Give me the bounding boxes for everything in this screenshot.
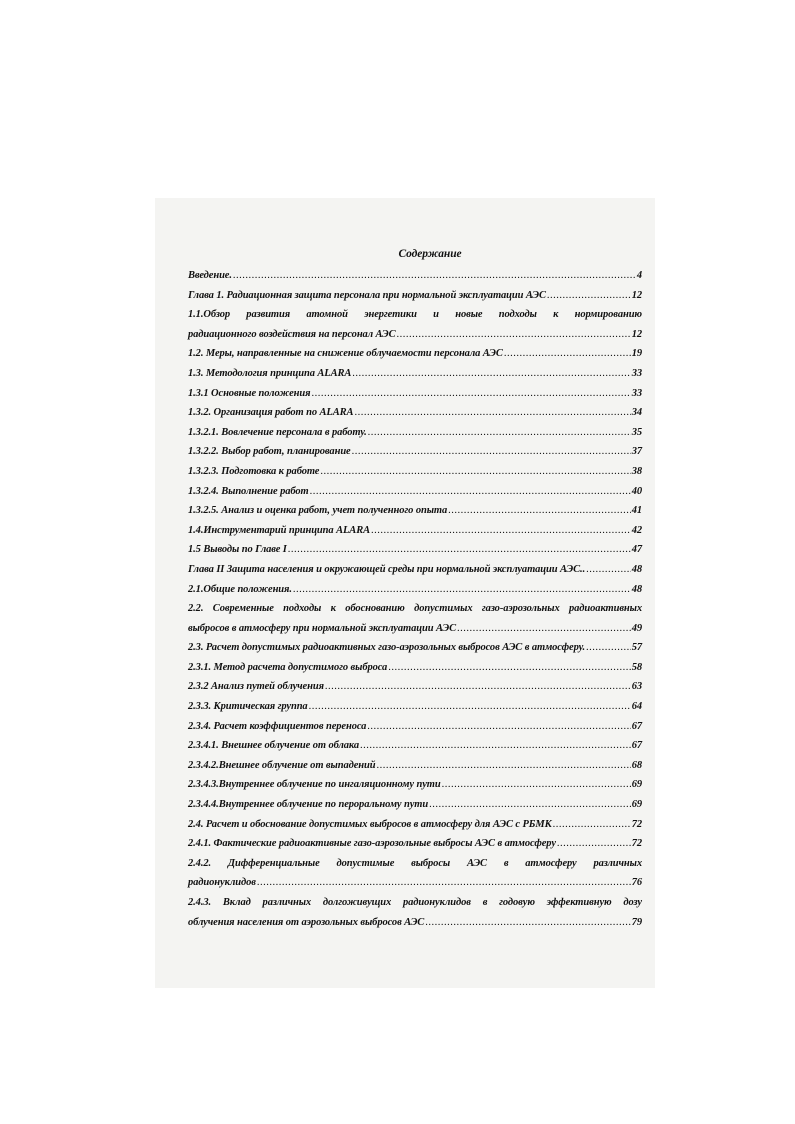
toc-entry[interactable] bbox=[188, 521, 642, 541]
toc-entry-page-number: 48 bbox=[631, 563, 642, 575]
toc-entry-page-number: 76 bbox=[631, 877, 642, 889]
toc-entry-title: радиационного воздействия на персонал АЭС bbox=[188, 328, 396, 340]
dot-leader bbox=[557, 834, 631, 854]
toc-entry-page-number: 12 bbox=[631, 328, 642, 340]
toc-entry-title: 2.3.1. Метод расчета допустимого выброса bbox=[188, 661, 388, 673]
dot-leader bbox=[352, 442, 631, 462]
dot-leader bbox=[310, 482, 631, 502]
toc-entry-page-number: 33 bbox=[631, 387, 642, 399]
toc-entry[interactable] bbox=[188, 736, 642, 756]
toc-entry-title: 1.3.1 Основные положения bbox=[188, 387, 311, 399]
toc-entry-first-line: 2.4.3. Вклад различных долгоживущих радионуклидов в годовую эффективную дозу bbox=[188, 897, 642, 908]
dot-leader bbox=[293, 580, 631, 600]
toc-entry-first-line: 2.2. Современные подходы к обоснованию допустимых газо-аэрозольных радиоактивных bbox=[188, 603, 642, 615]
toc-entry-title: 2.3.2 Анализ путей облучения bbox=[188, 681, 324, 693]
toc-entry[interactable] bbox=[188, 403, 642, 423]
toc-entry-page-number: 64 bbox=[631, 701, 642, 713]
toc-entry[interactable] bbox=[188, 697, 642, 717]
dot-leader bbox=[233, 266, 636, 286]
toc-entry-title: 2.3.3. Критическая группа bbox=[188, 701, 308, 713]
toc-entry-page-number: 47 bbox=[631, 544, 642, 556]
toc-entry[interactable] bbox=[188, 462, 642, 482]
toc-entry-title: 2.3.4.2.Внешнее облучение от выпадений bbox=[188, 759, 376, 771]
toc-entry[interactable] bbox=[188, 756, 642, 776]
toc-entry-page-number: 67 bbox=[631, 720, 642, 732]
dot-leader bbox=[368, 423, 631, 443]
dot-leader bbox=[354, 403, 630, 423]
toc-entry[interactable] bbox=[188, 325, 642, 345]
dot-leader bbox=[376, 756, 630, 776]
toc-entry[interactable] bbox=[188, 873, 642, 893]
toc-entry-page-number: 68 bbox=[631, 759, 642, 771]
toc-entry-page-number: 42 bbox=[631, 524, 642, 536]
dot-leader bbox=[257, 873, 631, 893]
toc-entry-page-number: 67 bbox=[631, 740, 642, 752]
dot-leader bbox=[320, 462, 630, 482]
toc-entry[interactable] bbox=[188, 815, 642, 835]
toc-entry[interactable] bbox=[188, 540, 642, 560]
dot-leader bbox=[425, 913, 630, 933]
dot-leader bbox=[429, 795, 631, 815]
toc-entry-page-number: 57 bbox=[631, 642, 642, 654]
toc-entry-title: 1.5 Выводы по Главе I bbox=[188, 544, 287, 556]
toc-entry-page-number: 72 bbox=[631, 818, 642, 830]
dot-leader bbox=[360, 736, 631, 756]
toc-entry-page-number: 38 bbox=[631, 465, 642, 477]
toc-entry-title: 2.3.4.3.Внутреннее облучение по ингаляционному пути bbox=[188, 779, 441, 791]
toc-entry-page-number: 4 bbox=[636, 270, 642, 281]
dot-leader bbox=[553, 815, 631, 835]
dot-leader bbox=[504, 344, 631, 364]
toc-entry-title: 1.3.2.1. Вовлечение персонала в работу. bbox=[188, 426, 367, 438]
toc-entry-title: Введение. bbox=[188, 270, 232, 281]
toc-entry-page-number: 49 bbox=[631, 622, 642, 634]
toc-entry[interactable] bbox=[188, 834, 642, 854]
dot-leader bbox=[367, 717, 630, 737]
toc-entry-page-number: 41 bbox=[631, 505, 642, 517]
toc-entry-title: 2.1.Общие положения. bbox=[188, 583, 292, 595]
toc-entry-page-number: 35 bbox=[631, 426, 642, 438]
toc-entry-title: 1.3.2. Организация работ по ALARA bbox=[188, 407, 354, 419]
toc-entry-title: Глава 1. Радиационная защита персонала при нормальной эксплуатации АЭС bbox=[188, 289, 546, 301]
toc-entry-first-line: 2.4.2. Дифференциальные допустимые выбросы АЭС в атмосферу различных bbox=[188, 857, 642, 869]
toc-entry-title: 2.3.4.1. Внешнее облучение от облака bbox=[188, 740, 360, 752]
toc-entry-title: 1.4.Инструментарий принципа ALARA bbox=[188, 524, 371, 536]
toc-entry[interactable] bbox=[188, 658, 642, 678]
toc-entry-title: 1.2. Меры, направленные на снижение облучаемости персонала АЭС bbox=[188, 348, 503, 360]
dot-leader bbox=[448, 501, 631, 521]
toc-entry[interactable] bbox=[188, 619, 642, 639]
toc-entry-page-number: 69 bbox=[631, 799, 642, 811]
toc-entry-title: 1.3. Методология принципа ALARA bbox=[188, 367, 352, 379]
toc-entry-title: 1.3.2.3. Подготовка к работе bbox=[188, 465, 320, 477]
table-of-contents bbox=[188, 248, 642, 932]
dot-leader bbox=[586, 560, 631, 580]
toc-entry[interactable] bbox=[188, 344, 642, 364]
dot-leader bbox=[388, 658, 630, 678]
toc-entry[interactable] bbox=[188, 442, 642, 462]
toc-entry-title: Глава II Защита населения и окружающей среды при нормальной эксплуатации АЭС.. bbox=[188, 563, 586, 575]
toc-entry[interactable] bbox=[188, 795, 642, 815]
toc-entry[interactable] bbox=[188, 717, 642, 737]
dot-leader bbox=[547, 286, 631, 306]
toc-entry[interactable] bbox=[188, 364, 642, 384]
toc-entry-title: 2.4. Расчет и обоснование допустимых выбросов в атмосферу для АЭС с РБМК bbox=[188, 818, 552, 830]
toc-entry-first-line: 1.1.Обзор развития атомной энергетики и новые подходы к нормированию bbox=[188, 309, 642, 321]
dot-leader bbox=[586, 638, 631, 658]
toc-entry[interactable] bbox=[188, 482, 642, 502]
dot-leader bbox=[457, 619, 631, 639]
toc-entry[interactable] bbox=[188, 501, 642, 521]
toc-entry[interactable] bbox=[188, 775, 642, 795]
toc-entry-page-number: 79 bbox=[631, 916, 642, 928]
dot-leader bbox=[352, 364, 630, 384]
toc-entry[interactable] bbox=[188, 580, 642, 600]
toc-entry-page-number: 37 bbox=[631, 446, 642, 458]
toc-entry[interactable] bbox=[188, 913, 642, 933]
toc-entry-title: 1.3.2.4. Выполнение работ bbox=[188, 485, 309, 497]
toc-entry-page-number: 34 bbox=[631, 407, 642, 419]
toc-entry-title: выбросов в атмосферу при нормальной эксплуатации АЭС bbox=[188, 622, 456, 634]
toc-entry-page-number: 40 bbox=[631, 485, 642, 497]
toc-entry-title: облучения населения от аэрозольных выбросов АЭС bbox=[188, 916, 425, 928]
toc-entry-page-number: 33 bbox=[631, 367, 642, 379]
dot-leader bbox=[288, 540, 631, 560]
toc-entry[interactable] bbox=[188, 423, 642, 443]
toc-entry-title: 2.4.1. Фактические радиоактивные газо-аэрозольные выбросы АЭС в атмосферу bbox=[188, 838, 556, 850]
toc-entry[interactable] bbox=[188, 286, 642, 306]
toc-entry[interactable] bbox=[188, 384, 642, 404]
toc-entry-page-number: 63 bbox=[631, 681, 642, 693]
toc-entry[interactable] bbox=[188, 677, 642, 697]
dot-leader bbox=[325, 677, 631, 697]
toc-entry-title: 2.3.4. Расчет коэффициентов переноса bbox=[188, 720, 367, 732]
toc-entry-page-number: 72 bbox=[631, 838, 642, 850]
toc-entry-page-number: 69 bbox=[631, 779, 642, 791]
toc-title: Содержание bbox=[398, 248, 462, 260]
toc-entry[interactable] bbox=[188, 560, 642, 580]
toc-entry-title: 1.3.2.5. Анализ и оценка работ, учет полученного опыта bbox=[188, 505, 448, 517]
toc-entry-title: 1.3.2.2. Выбор работ, планирование bbox=[188, 446, 351, 458]
dot-leader bbox=[311, 384, 630, 404]
toc-entry[interactable] bbox=[188, 638, 642, 658]
toc-entry-title: 2.3.4.4.Внутреннее облучение по пероральному пути bbox=[188, 799, 429, 811]
toc-entry[interactable] bbox=[188, 266, 642, 286]
dot-leader bbox=[442, 775, 631, 795]
toc-entry-title: радионуклидов bbox=[188, 877, 256, 889]
dot-leader bbox=[371, 521, 631, 541]
dot-leader bbox=[397, 325, 631, 345]
toc-entry-title: 2.3. Расчет допустимых радиоактивных газо-аэрозольных выбросов АЭС в атмосферу. bbox=[188, 642, 586, 654]
toc-entry-page-number: 48 bbox=[631, 583, 642, 595]
toc-entry-page-number: 58 bbox=[631, 661, 642, 673]
dot-leader bbox=[309, 697, 631, 717]
toc-entry-page-number: 19 bbox=[631, 348, 642, 360]
toc-entry-page-number: 12 bbox=[631, 289, 642, 301]
